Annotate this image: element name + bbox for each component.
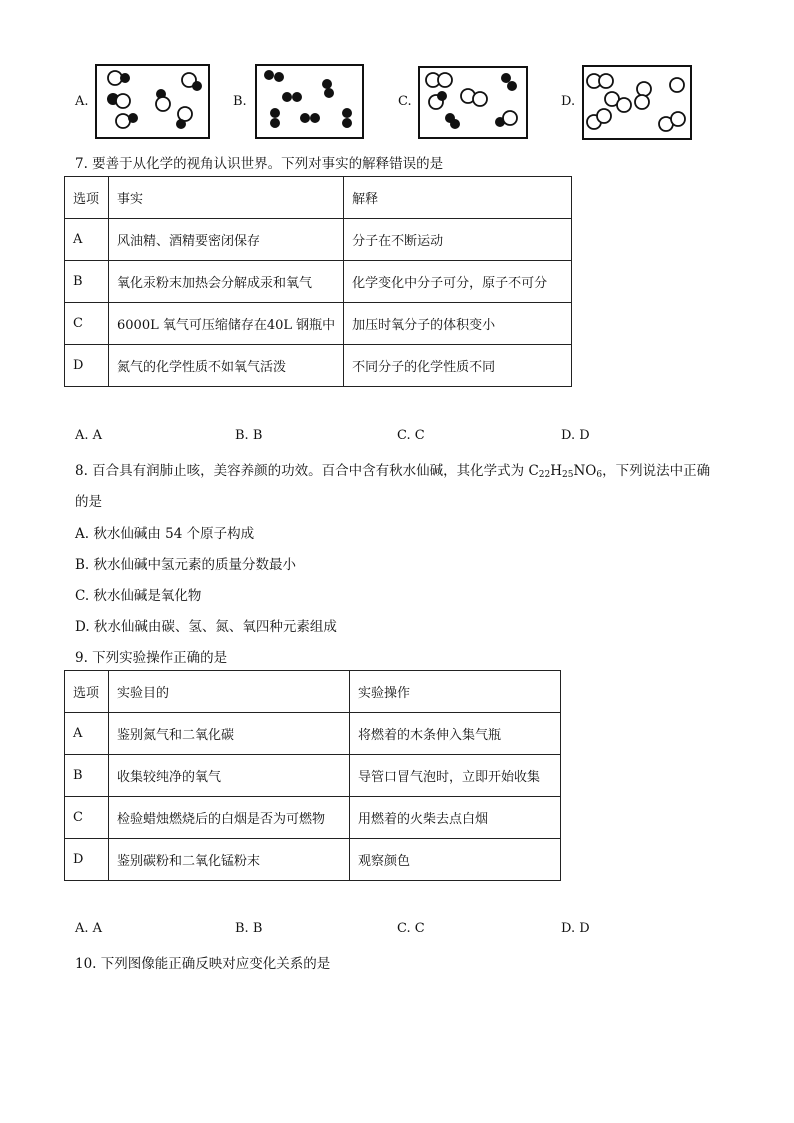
q7-answer-a: A. A xyxy=(75,428,103,443)
q8-stem xyxy=(75,459,710,480)
table-cell: 化学变化中分子可分，原子不可分 xyxy=(344,261,572,303)
table-cell: B xyxy=(65,755,109,797)
q9-answer-a: A. A xyxy=(75,921,103,936)
table-header-cell: 解释 xyxy=(344,177,572,219)
table-cell: A xyxy=(65,713,109,755)
option-c-label: C. xyxy=(398,94,412,109)
q9-answer-d: D. D xyxy=(561,921,590,936)
particle-diagram-a xyxy=(95,64,210,139)
table-header-cell: 选项 xyxy=(65,177,109,219)
table-cell: 不同分子的化学性质不同 xyxy=(344,345,572,387)
table-cell: 用燃着的火柴去点白烟 xyxy=(350,797,561,839)
table-cell: 6000L 氧气可压缩储存在40L 钢瓶中 xyxy=(109,303,344,345)
particle-diagram-d-svg xyxy=(584,67,690,138)
table-cell: D xyxy=(65,345,109,387)
particle-diagram-a-svg xyxy=(97,66,208,137)
table-header-row xyxy=(65,177,572,219)
q8-option-b: B. 秋水仙碱中氢元素的质量分数最小 xyxy=(75,557,297,573)
q7-answer-b: B. B xyxy=(235,428,263,443)
particle-diagram-d xyxy=(582,65,692,140)
q8-no: NO xyxy=(573,463,597,479)
table-header-cell: 选项 xyxy=(65,671,109,713)
table-row xyxy=(65,839,561,881)
q8-h: H xyxy=(550,463,563,479)
q7-answer-d: D. D xyxy=(561,428,590,443)
q7-answer-c: C. C xyxy=(397,428,425,443)
table-header-cell: 实验目的 xyxy=(109,671,350,713)
particle-diagram-b xyxy=(255,64,364,139)
table-cell: 鉴别氮气和二氧化碳 xyxy=(109,713,350,755)
q7-table xyxy=(64,176,572,387)
particle-diagram-c-svg xyxy=(420,68,526,137)
table-row xyxy=(65,755,561,797)
table-cell: C xyxy=(65,303,109,345)
q8-stem-text-b: ，下列说法中正确 xyxy=(602,463,711,479)
q8-stem-text-a: 8. 百合具有润肺止咳，美容养颜的功效。百合中含有秋水仙碱，其化学式为 C xyxy=(75,463,539,479)
table-cell: D xyxy=(65,839,109,881)
table-row xyxy=(65,345,572,387)
table-header-row xyxy=(65,671,561,713)
q9-answer-c: C. C xyxy=(397,921,425,936)
table-cell: 加压时氧分子的体积变小 xyxy=(344,303,572,345)
q9-table xyxy=(64,670,561,881)
table-cell: 氮气的化学性质不如氧气活泼 xyxy=(109,345,344,387)
q7-stem: 7. 要善于从化学的视角认识世界。下列对事实的解释错误的是 xyxy=(75,156,444,172)
table-cell: 检验蜡烛燃烧后的白烟是否为可燃物 xyxy=(109,797,350,839)
q9-stem: 9. 下列实验操作正确的是 xyxy=(75,650,228,666)
table-row xyxy=(65,219,572,261)
particle-diagram-b-svg xyxy=(257,66,362,137)
table-cell: 鉴别碳粉和二氧化锰粉末 xyxy=(109,839,350,881)
q8-h-subscript: 25 xyxy=(562,470,574,480)
option-a-label: A. xyxy=(75,94,89,109)
q8-option-d: D. 秋水仙碱由碳、氢、氮、氧四种元素组成 xyxy=(75,619,337,635)
q9-answer-b: B. B xyxy=(235,921,263,936)
table-cell: B xyxy=(65,261,109,303)
q8-c-subscript: 22 xyxy=(538,470,551,480)
option-d-label: D. xyxy=(561,94,576,109)
table-cell: 风油精、酒精要密闭保存 xyxy=(109,219,344,261)
table-header-cell: 实验操作 xyxy=(350,671,561,713)
table-cell: 将燃着的木条伸入集气瓶 xyxy=(350,713,561,755)
q8-option-a: A. 秋水仙碱由 54 个原子构成 xyxy=(75,526,255,542)
table-cell: 导管口冒气泡时，立即开始收集 xyxy=(350,755,561,797)
table-cell: C xyxy=(65,797,109,839)
q8-stem-line2: 的是 xyxy=(75,494,102,510)
table-row xyxy=(65,261,572,303)
q10-stem: 10. 下列图像能正确反映对应变化关系的是 xyxy=(75,956,331,972)
particle-diagram-c xyxy=(418,66,528,139)
table-cell: 分子在不断运动 xyxy=(344,219,572,261)
table-row xyxy=(65,303,572,345)
q8-option-c: C. 秋水仙碱是氧化物 xyxy=(75,588,202,604)
table-header-cell: 事实 xyxy=(109,177,344,219)
table-cell: 氧化汞粉末加热会分解成汞和氧气 xyxy=(109,261,344,303)
table-cell: A xyxy=(65,219,109,261)
option-b-label: B. xyxy=(233,94,247,109)
table-row xyxy=(65,713,561,755)
table-row xyxy=(65,797,561,839)
table-cell: 收集较纯净的氧气 xyxy=(109,755,350,797)
q8-o-subscript: 6 xyxy=(596,470,603,480)
table-cell: 观察颜色 xyxy=(350,839,561,881)
